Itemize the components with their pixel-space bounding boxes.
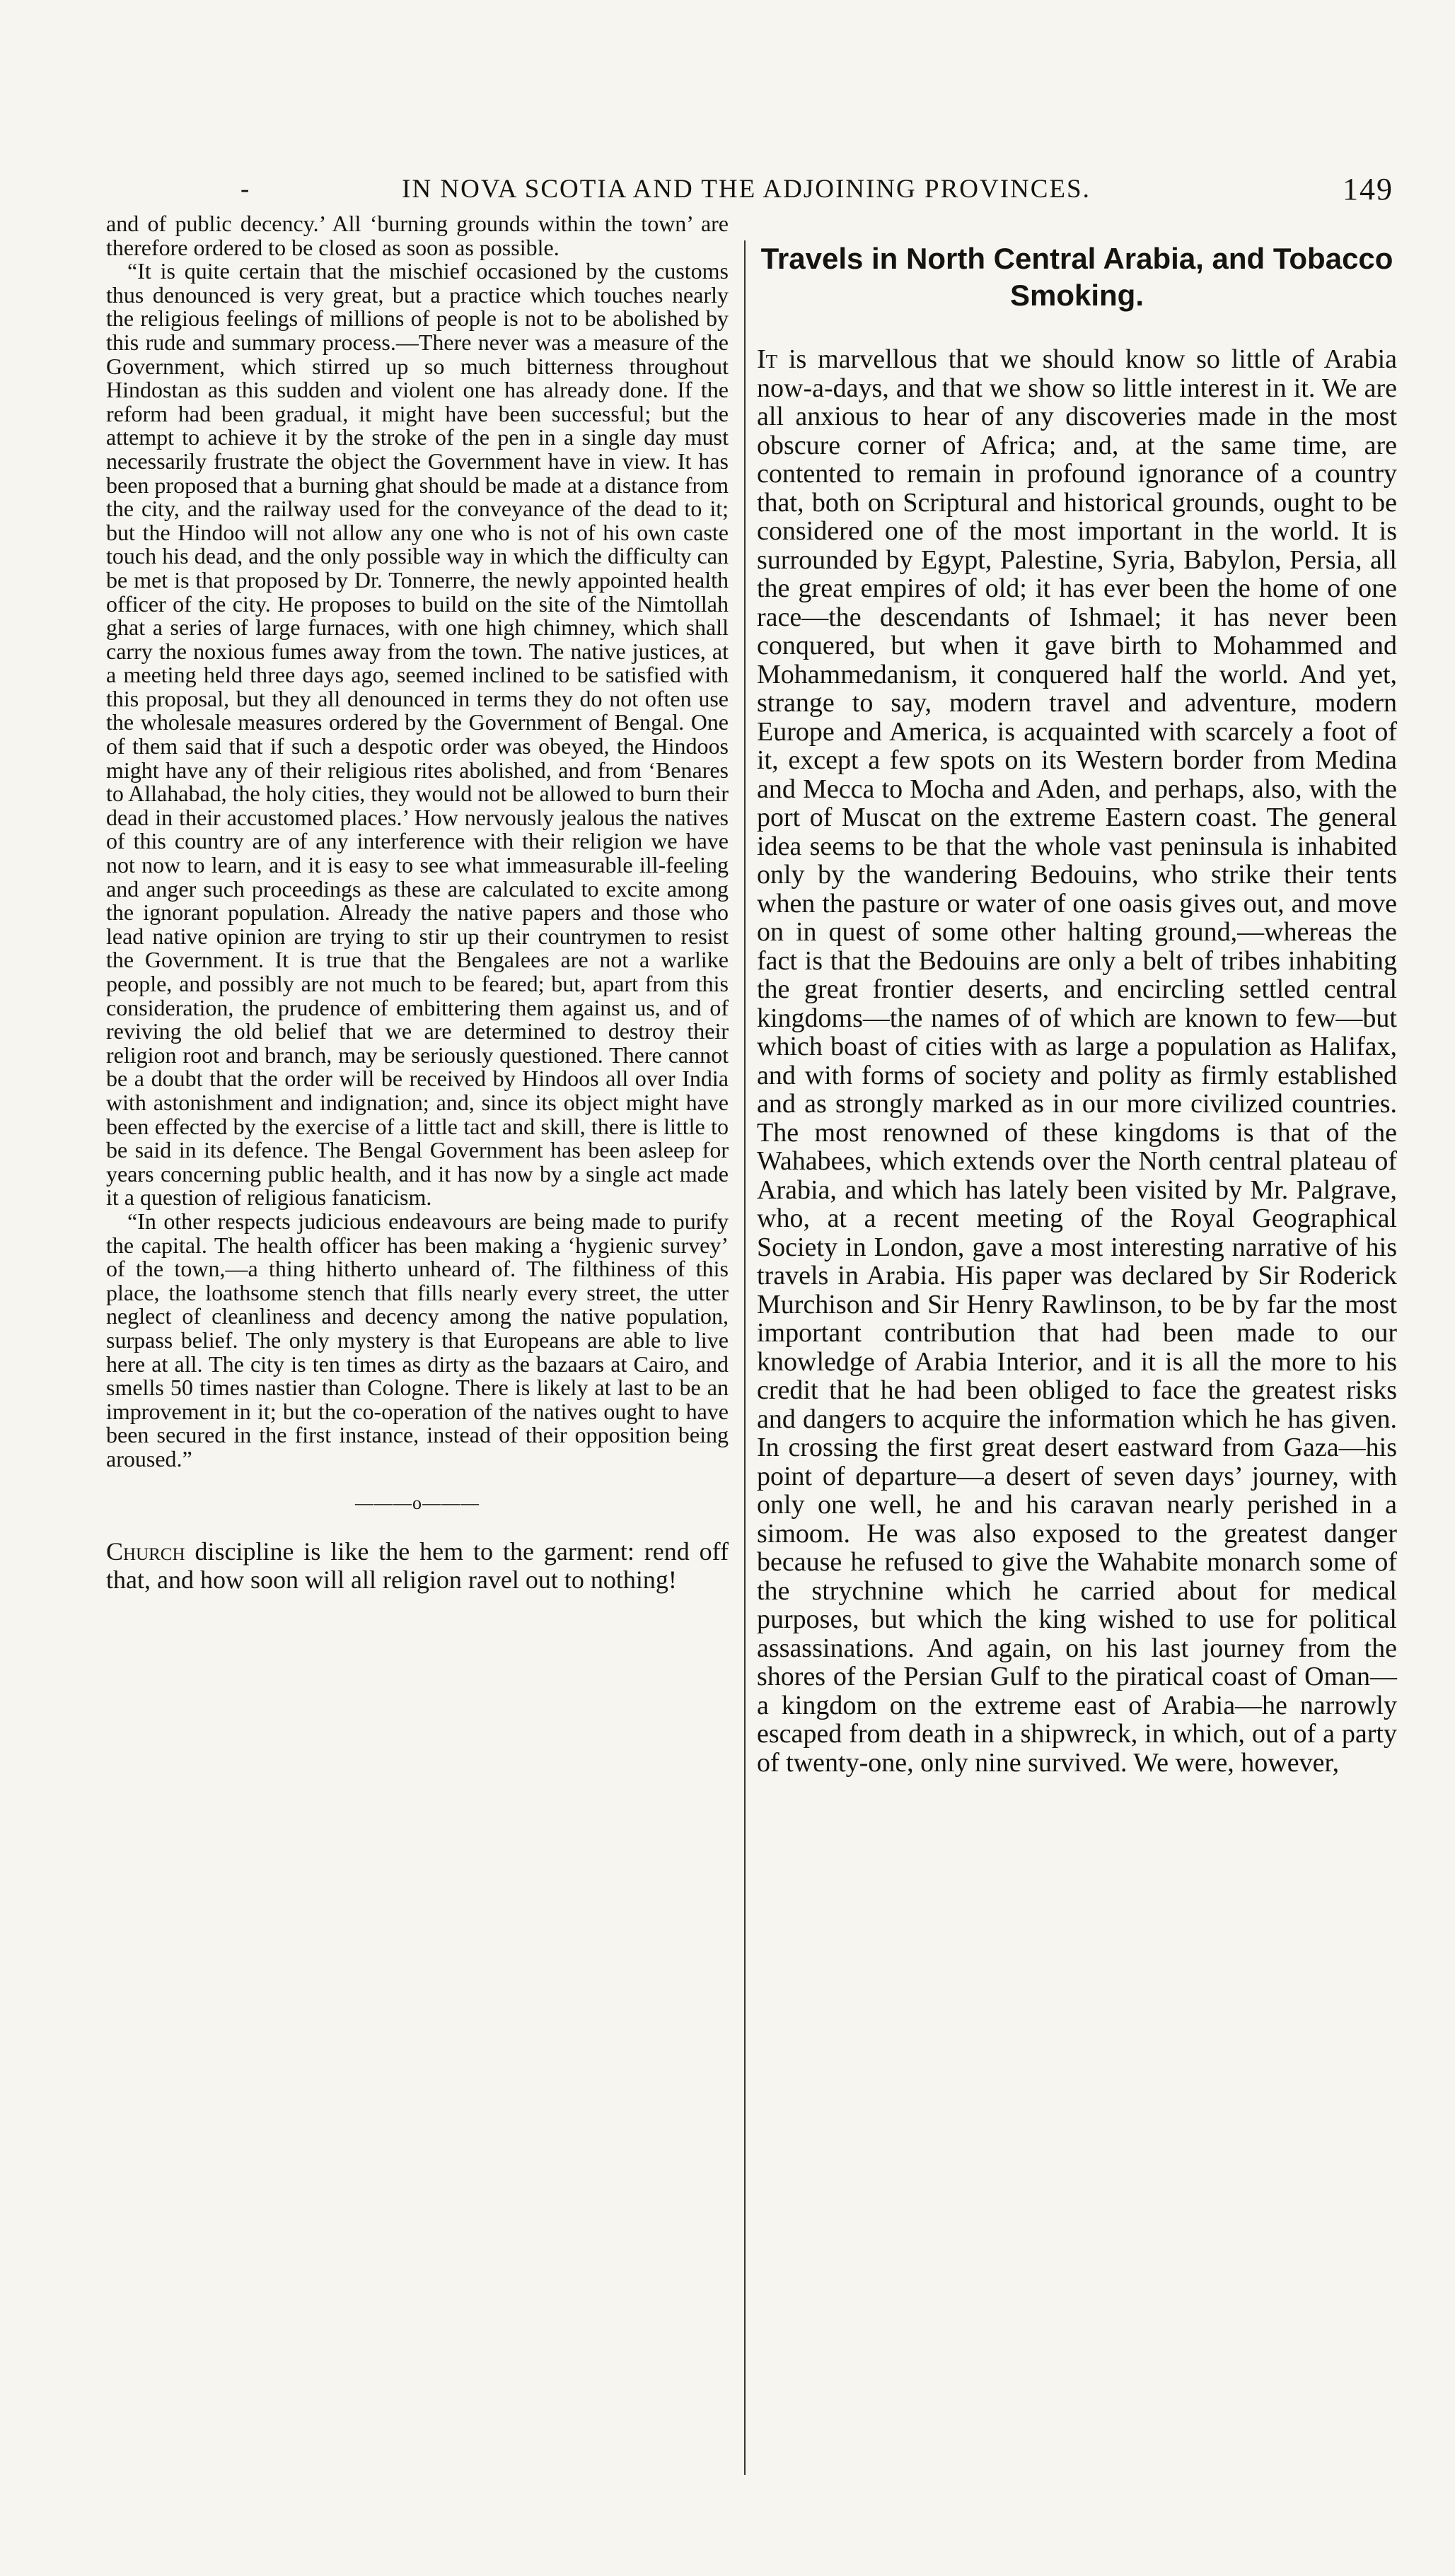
article-body	[757, 345, 1397, 1777]
right-column	[757, 240, 1397, 2475]
column-rule	[744, 240, 746, 2475]
left-paragraph-2: “It is quite certain that the mischief occasioned by the customs thus denounced is very great, but a practice which touches nearly the religious feelings of millions of people is not to be abolished by this rude and summary process.—There never was a measure of the Government, which stirred up so much bitterness throughout Hindostan as this sudden and violent one has already done. If the reform had been gradual, it might have been successful; but the attempt to achieve it by the stroke of the pen in a single day must necessarily frustrate the object the Government have in view. It has been proposed that a burning ghat should be made at a distance from the city, and the railway used for the conveyance of the dead to it; but the Hindoo will not allow any one who is not of his own caste touch his dead, and the only possible way in which the difficulty can be met is that proposed by Dr. Tonnerre, the newly appointed health officer of the city. He proposes to build on the site of the Nimtollah ghat a series of large furnaces, with one high chimney, which shall carry the noxious fumes away from the town. The native justices, at a meeting held three days ago, seemed inclined to be satisfied with this proposal, but they all denounced in terms they do not often use the wholesale measures ordered by the Government of Bengal. One of them said that if such a despotic order was obeyed, the Hindoos might have any of their religious rites abolished, and from ‘Benares to Allahabad, the holy cities, they would not be allowed to burn their dead in their accustomed places.’ How nervously jealous the natives of this country are of any interference with their religion we have not now to learn, and it is easy to see what immeasurable ill-feeling and anger such proceedings as these are calculated to excite among the ignorant population. Already the native papers and those who lead native opinion are trying to stir up their countrymen to resist the Government. It is true that the Bengalees are not a warlike people, and possibly are not much to be feared; but, apart from this consideration, the prudence of embittering them against us, and of reviving the old belief that we are determined to destroy their religion root and branch, may be seriously questioned. There cannot be a doubt that the order will be received by Hindoos all over India with astonishment and indignation; and, since its object might have been effected by the exercise of a little tact and skill, there is little to be said in its defence. The Bengal Government has been asleep for years concerning public health, and it has now by a single act made it a question of religious fanaticism.	[106, 258, 729, 1211]
header-mark: -	[240, 175, 251, 204]
left-paragraph-1: and of public decency.’ All ‘burning grounds within the town’ are therefore ordered to be closed as soon as possible.	[106, 211, 729, 260]
section-divider: ———o———	[355, 1493, 480, 1514]
left-paragraph-3: “In other respects judicious endeavours are being made to purify the capital. The health officer has been making a ‘hygienic survey’ of the town,—a thing hitherto unheard of. The filthiness of this place, the loathsome stench that fills nearly every street, the utter neglect of cleanliness and decency among the native population, surpass belief. The only mystery is that Europeans are able to live here at all. The city is ten times as dirty as the bazaars at Cairo, and smells 50 times nastier than Cologne. There is likely at last to be an improvement in it; but the co-operation of the natives ought to have been secured in the first instance, instead of their opposition being aroused.”	[106, 1208, 729, 1471]
running-title: IN NOVA SCOTIA AND THE ADJOINING PROVINCES.	[402, 175, 1091, 204]
church-note-text: discipline is like the hem to the garment: rend off that, and how soon will all religion ravel out to nothing!	[106, 1537, 729, 1595]
page-number: 149	[1343, 172, 1393, 206]
article-title: Travels in North Central Arabia, and Tobacco Smoking.	[760, 242, 1393, 312]
left-column	[106, 212, 729, 2475]
church-lead-word: Church	[106, 1537, 185, 1566]
church-discipline-note	[106, 1537, 729, 1594]
page-header	[99, 170, 1393, 212]
article-lead-word: It	[757, 344, 778, 374]
article-body-text: is marvellous that we should know so little of Arabia now-a-days, and that we show so little interest in it. We are all anxious to hear of any discoveries made in the most obscure corner of Africa; and, at the same time, are contented to remain in profound ignorance of a country that, both on Scriptural and historical grounds, ought to be considered one of the most important in the world. It is surrounded by Egypt, Palestine, Syria, Babylon, Persia, all the great empires of old; it has ever been the home of one race—the descendants of Ishmael; it has never been conquered, but when it gave birth to Mohammed and Mohammedanism, it conquered half the world. And yet, strange to say, modern travel and adventure, modern Europe and America, is acquainted with scarcely a foot of it, except a few spots on its Western border from Medina and Mecca to Mocha and Aden, and perhaps, also, with the port of Muscat on the extreme Eastern coast. The general idea seems to be that the whole vast peninsula is inhabited only by the wandering Bedouins, who strike their tents when the pasture or water of one oasis gives out, and move on in quest of some other halting ground,—whereas the fact is that the Bedouins are only a belt of tribes inhabiting the great frontier deserts, and encircling settled central kingdoms—the names of of which are known to few—but which boast of cities with as large a population as Halifax, and with forms of society and polity as firmly established and as strongly marked as in our more civilized countries. The most renowned of these kingdoms is that of the Wahabees, which extends over the North central plateau of Arabia, and which has lately been visited by Mr. Palgrave, who, at a recent meeting of the Royal Geographical Society in London, gave a most interesting narrative of his travels in Arabia. His paper was declared by Sir Roderick Murchison and Sir Henry Rawlinson, to be by far the most important contribution that had been made to our knowledge of Arabia Interior, and it is all the more to his credit that he had been obliged to face the greatest risks and dangers to acquire the information which he has given. In crossing the first great desert eastward from Gaza—his point of departure—a desert of seven days’ journey, with only one well, he and his caravan nearly perished in a simoom. He was also exposed to the greatest danger because he refused to give the Wahabite monarch some of the strychnine which he carried about for medical purposes, but which the king wished to use for political assassinations. And again, on his last journey from the shores of the Persian Gulf to the piratical coast of Oman—a kingdom on the extreme east of Arabia—he narrowly escaped from death in a shipwreck, in which, out of a party of twenty-one, only nine survived. We were, however,	[757, 344, 1397, 1778]
